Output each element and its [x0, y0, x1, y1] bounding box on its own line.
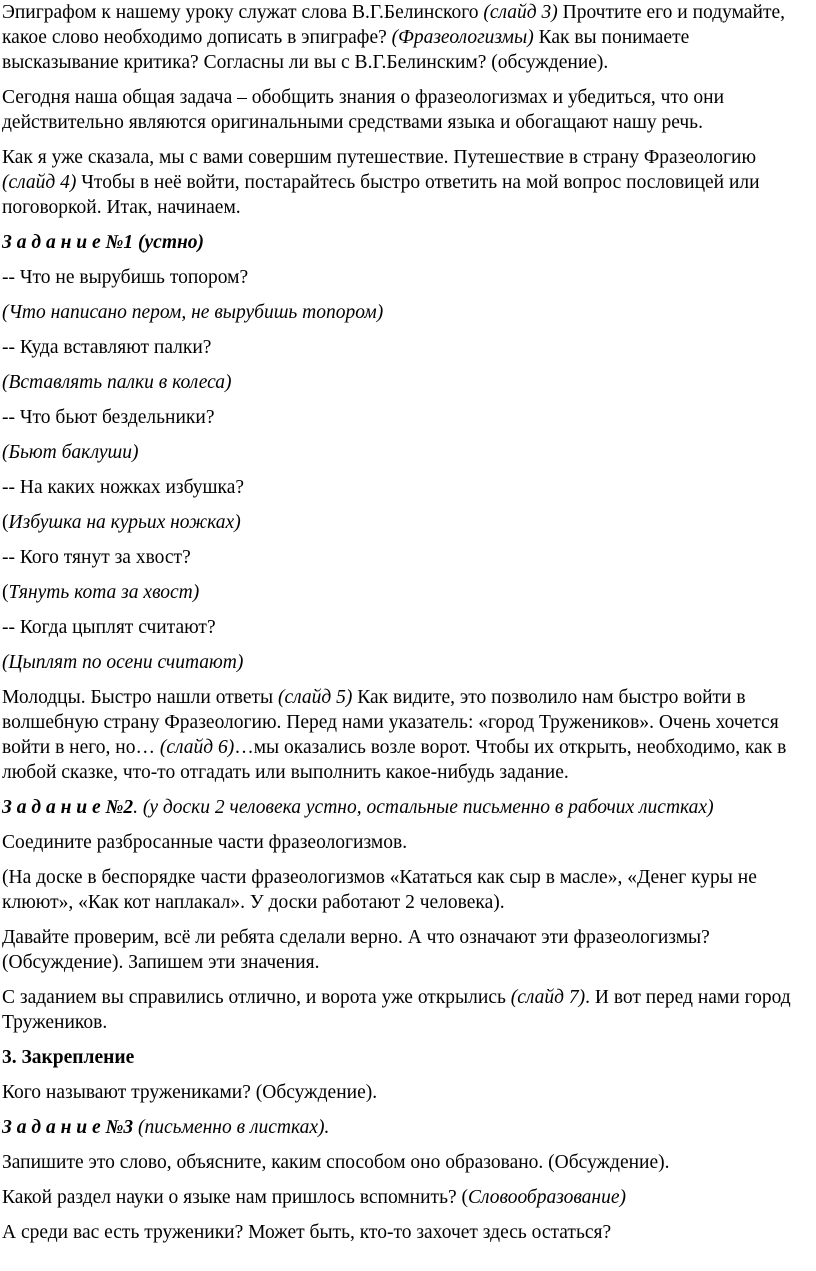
- text-run: . И вот перед нами город Тружеников.: [2, 987, 791, 1033]
- paragraph-board: (На доске в беспорядке части фразеологизмов «Кататься как сыр в масле», «Денег куры не клюют», «Как кот наплакал». У доски работают 2 человека).: [2, 867, 757, 913]
- task-label: З а д а н и е №2: [2, 797, 134, 818]
- paragraph-epigraph: [2, 0, 810, 75]
- text-run: Какой раздел науки о языке нам пришлось вспомнить? (: [2, 1187, 468, 1208]
- text-run: Прочтите его и подумайте, какое слово необходимо дописать в эпиграфе?: [2, 2, 785, 48]
- answer-text: Избушка на курьих ножках): [8, 512, 241, 533]
- answer-ref: Словообразование): [467, 1187, 626, 1208]
- slide-ref: (слайд 6): [159, 737, 235, 758]
- text-run: Молодцы. Быстро нашли ответы: [2, 687, 278, 708]
- answer-text: (Цыплят по осени считают): [2, 652, 244, 673]
- slide-ref: (слайд 4): [2, 172, 77, 193]
- paragraph-closing: А среди вас есть труженики? Может быть, кто-то захочет здесь остаться?: [2, 1222, 612, 1243]
- text-run: Как я уже сказала, мы с вами совершим путешествие. Путешествие в страну Фразеологию: [2, 147, 757, 168]
- answer-ref: (Фразеологизмы): [391, 27, 534, 48]
- answer-2: [2, 370, 810, 395]
- answer-text: (Вставлять палки в колеса): [2, 372, 232, 393]
- question-4: -- На каких ножках избушка?: [2, 477, 245, 498]
- question-3: -- Что бьют бездельники?: [2, 407, 215, 428]
- question-1: -- Что не вырубишь топором?: [2, 267, 249, 288]
- paragraph-section-question: [2, 1185, 810, 1210]
- task-note: (письменно в листках).: [133, 1117, 330, 1138]
- task-note: . (у доски 2 человека устно, остальные письменно в рабочих листках): [133, 797, 714, 818]
- task-3-heading: [2, 1115, 810, 1140]
- answer-1: [2, 300, 810, 325]
- answer-6: [2, 650, 810, 675]
- task-1-heading: З а д а н и е №1 (устно): [2, 232, 205, 253]
- answer-paren: (: [2, 512, 9, 533]
- paragraph-connect: Соедините разбросанные части фразеологизмов.: [2, 832, 408, 853]
- answer-5: [2, 580, 810, 605]
- text-run: С заданием вы справились отлично, и ворота уже открылись: [2, 987, 511, 1008]
- section-heading: 3. Закрепление: [2, 1047, 135, 1068]
- question-6: -- Когда цыплят считают?: [2, 617, 216, 638]
- task-2-heading: [2, 795, 810, 820]
- question-5: -- Кого тянут за хвост?: [2, 547, 191, 568]
- text-run: Чтобы в неё войти, постарайтесь быстро ответить на мой вопрос пословицей или поговоркой. Итак, начинаем.: [2, 172, 760, 218]
- paragraph-check: Давайте проверим, всё ли ребята сделали верно. А что означают эти фразеологизмы? (Обсуждение). Запишем эти значения.: [2, 927, 710, 973]
- paragraph-gates: [2, 685, 810, 785]
- slide-ref: (слайд 3): [483, 2, 558, 23]
- text-run: Эпиграфом к нашему уроку служат слова В.Г.Белинского: [2, 2, 484, 23]
- paragraph-journey: [2, 145, 810, 220]
- text-run: …мы оказались возле ворот. Чтобы их открыть, необходимо, как в любой сказке, что-то отгадать или выполнить какое-нибудь задание.: [2, 737, 787, 783]
- answer-4: [2, 510, 810, 535]
- task-label: З а д а н и е №3: [2, 1117, 134, 1138]
- answer-text: (Что написано пером, не вырубишь топором): [2, 302, 384, 323]
- answer-paren: (: [2, 582, 9, 603]
- question-2: -- Куда вставляют палки?: [2, 337, 212, 358]
- answer-text: (Бьют баклуши): [2, 442, 139, 463]
- text-run: Как вы понимаете высказывание критика? Согласны ли вы с В.Г.Белинским? (обсуждение).: [2, 27, 690, 73]
- paragraph-write-word: Запишите это слово, объясните, каким способом оно образовано. (Обсуждение).: [2, 1152, 670, 1173]
- answer-text: Тянуть кота за хвост): [8, 582, 200, 603]
- answer-3: [2, 440, 810, 465]
- paragraph-task: Сегодня наша общая задача – обобщить знания о фразеологизмах и убедиться, что они действительно являются оригинальными средствами языка и обогащают нашу речь.: [2, 87, 725, 133]
- text-run: Как видите, это позволило нам быстро войти в волшебную страну Фразеологию. Перед нами указатель: «город Тружеников». Очень хочется войти в него, но…: [2, 687, 779, 758]
- paragraph-city: [2, 985, 810, 1035]
- slide-ref: (слайд 5): [277, 687, 353, 708]
- slide-ref: (слайд 7): [510, 987, 586, 1008]
- paragraph-workers: Кого называют тружениками? (Обсуждение).: [2, 1082, 378, 1103]
